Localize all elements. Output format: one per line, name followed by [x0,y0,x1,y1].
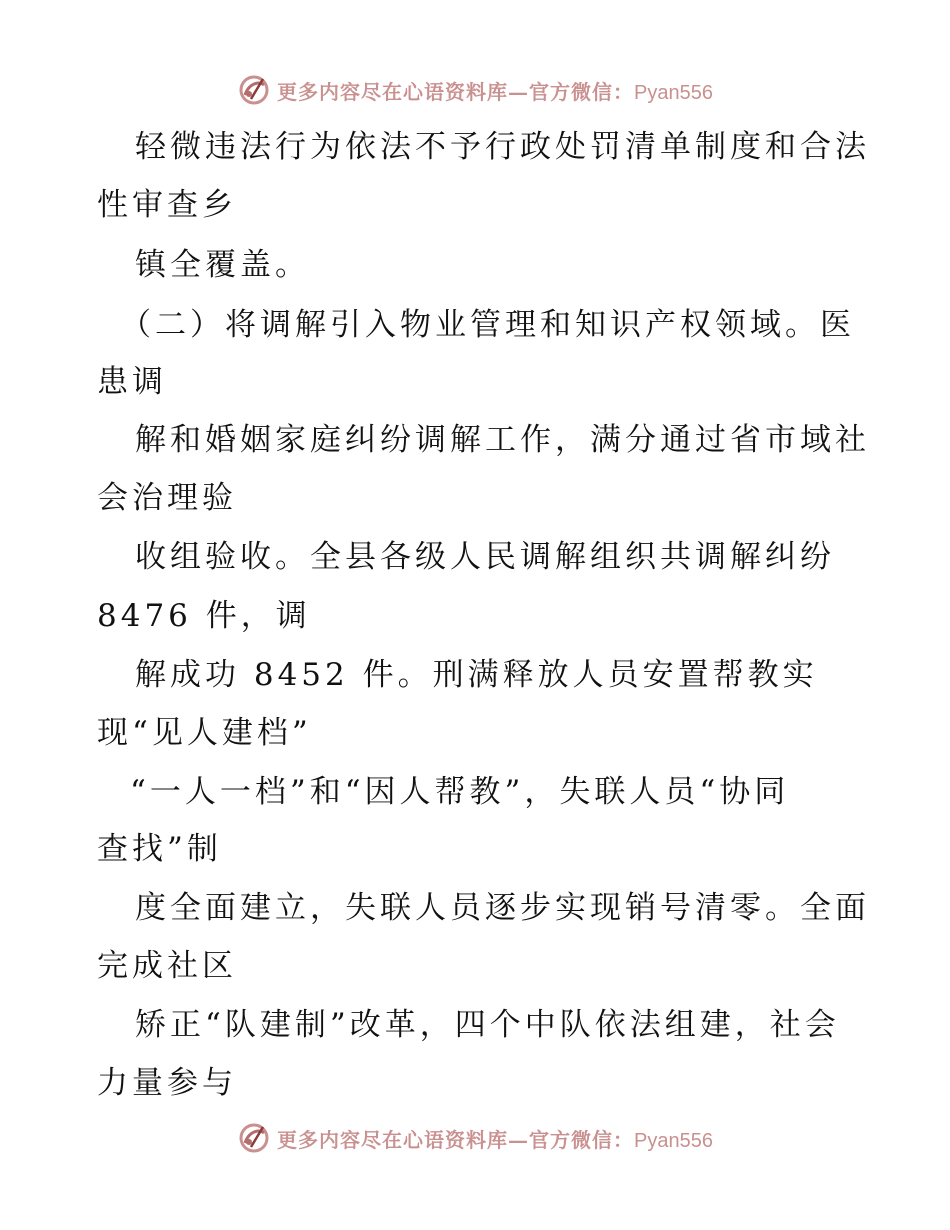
text-line: “一人一档”和“因人帮教”，失联人员“协同 [130,774,790,810]
text-line: 矫正“队建制”改革，四个中队依法组建，社会 [135,1007,840,1043]
watermark-text: 更多内容尽在心语资料库—官方微信：Pyan556 [277,1127,713,1152]
text-line: 镇全覆盖。 [135,247,310,283]
text-line: 收组验收。全县各级人民调解组织共调解纠纷 [135,539,835,575]
text-line: 查找”制 [97,831,222,867]
text-line: 轻微违法行为依法不予行政处罚清单制度和合法 [135,129,870,165]
text-line: 力量参与 [97,1065,237,1101]
text-line: 解成功 8452 件。刑满释放人员安置帮教实 [135,657,818,693]
watermark-text: 更多内容尽在心语资料库—官方微信：Pyan556 [277,79,713,104]
header-watermark [0,70,950,110]
text-line: 现“见人建档” [97,715,312,751]
text-line: （二）将调解引入物业管理和知识产权领域。医 [120,307,855,343]
text-line: 性审查乡 [97,187,237,223]
text-line: 8476 件，调 [97,598,311,634]
pen-swirl-icon [237,1121,271,1155]
text-line: 患调 [97,364,167,400]
text-line: 会治理验 [97,480,237,516]
watermark-handle: Pyan556 [634,81,713,104]
footer-watermark [0,1118,950,1158]
pen-swirl-icon [237,73,271,107]
text-line: 度全面建立，失联人员逐步实现销号清零。全面 [135,890,870,926]
text-line: 完成社区 [97,948,237,984]
watermark-handle: Pyan556 [634,1129,713,1152]
text-line: 解和婚姻家庭纠纷调解工作，满分通过省市域社 [135,422,870,458]
